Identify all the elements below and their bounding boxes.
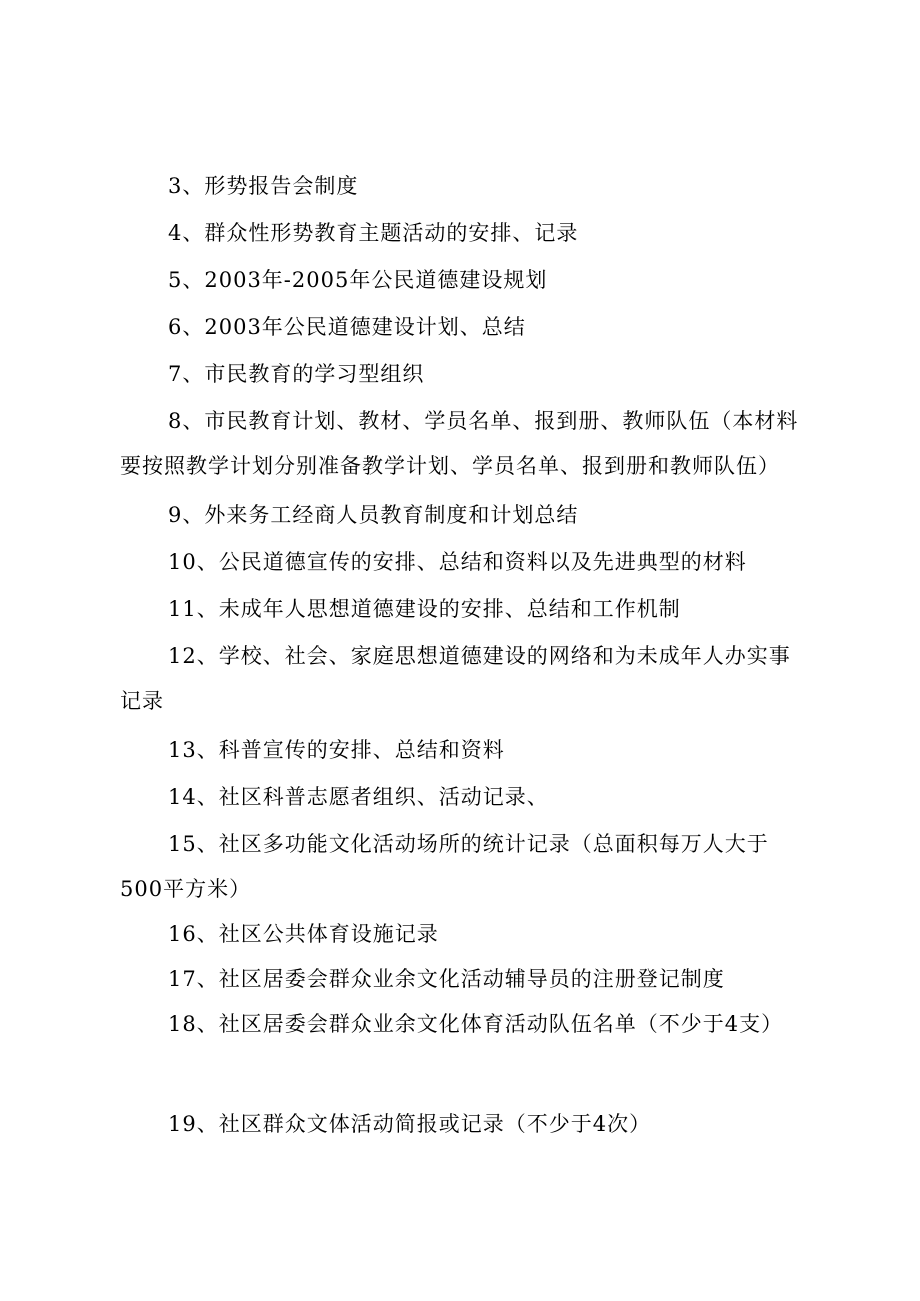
list-item: 13、科普宣传的安排、总结和资料 — [168, 738, 505, 762]
list-item: 8、市民教育计划、教材、学员名单、报到册、教师队伍（本材料要按照教学计划分别准备教学计划、学员名单、报到册和教师队伍） — [120, 409, 799, 478]
list-item: 4、群众性形势教育主题活动的安排、记录 — [168, 221, 579, 245]
list-item: 10、公民道德宣传的安排、总结和资料以及先进典型的材料 — [168, 550, 747, 574]
list-item: 11、未成年人思想道德建设的安排、总结和工作机制 — [168, 597, 681, 621]
list-item: 3、形势报告会制度 — [168, 174, 359, 198]
list-item: 5、2003年-2005年公民道德建设规划 — [168, 268, 548, 292]
list-item: 15、社区多功能文化活动场所的统计记录（总面积每万人大于500平方米） — [120, 832, 769, 901]
list-item: 7、市民教育的学习型组织 — [168, 362, 425, 386]
list-item: 16、社区公共体育设施记录 — [168, 922, 439, 946]
list-item: 6、2003年公民道德建设计划、总结 — [168, 315, 526, 339]
list-item: 12、学校、社会、家庭思想道德建设的网络和为未成年人办实事记录 — [120, 644, 791, 713]
list-item: 17、社区居委会群众业余文化活动辅导员的注册登记制度 — [168, 967, 725, 991]
list-item: 19、社区群众文体活动简报或记录（不少于4次） — [168, 1112, 652, 1136]
list-item: 9、外来务工经商人员教育制度和计划总结 — [168, 503, 579, 527]
list-item: 14、社区科普志愿者组织、活动记录、 — [168, 785, 549, 809]
list-item: 18、社区居委会群众业余文化体育活动队伍名单（不少于4支） — [168, 1012, 784, 1036]
